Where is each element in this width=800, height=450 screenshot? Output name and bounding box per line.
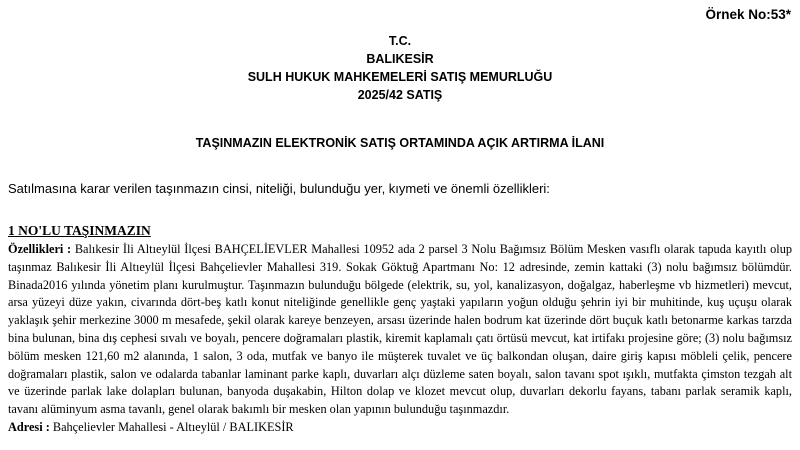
property-section: [8, 222, 792, 437]
header-line-tc: T.C.: [388, 34, 412, 48]
header-line-case-no: 2025/42 SATIŞ: [357, 88, 443, 102]
property-heading: 1 NO'LU TAŞINMAZIN: [8, 223, 151, 238]
features-text: Balıkesir İli Altıeylül İlçesi BAHÇELİEVLER Mahallesi 10952 ada 2 parsel 3 Nolu Bağımsız Bölüm Mesken vasıflı olarak tapuda kayıtlı olup taşınmaz Balıkesir İli Altıeylül İlçesi Bahçelievler Mahallesi 319. Sokak Göktuğ Apartmanı No: 12 adresinde, zemin kattaki (3) nolu bağımsız bölümdür. Binada2016 yılında yönetim planı kurulmuştur. Taşınmazın bulunduğu bölgede (elektrik, su, yol, kanalizasyon, doğalgaz, haberleşme vb hizmetleri) mevcut, arsa yüzeyi düze yakın, civarında dört-beş katlı konut niteliğinde genellikle genç yaştaki yapıların yoğun olduğu şehrin iyi bir muhitinde, kuş uçuşu olarak yaklaşık şehir merkezine 3000 m mesafede, şekil olarak kareye benzeyen, arsası üzerinde halen bodrum kat üzerinde dört buçuk katlı betonarme karkas tarzda bina bulunan, bina dış cephesi sıvalı ve boyalı, pencere doğramaları plastik, kiremit kaplamalı çatı örtüsü mevcut, kat irtifakı projesine göre; (3) nolu bağımsız bölüm mesken 121,60 m2 alanında, 1 salon, 3 oda, mutfak ve banyo ile müşterek tuvalet ve üç balkondan oluşan, daire giriş kapısı möbleli çelik, pencere doğramaları plastik, salon ve odalarda tabanlar laminant parke kaplı, duvarları alçı düzleme saten boyalı, salon tavanı spot ışıklı, mutfakta çimston tezgah alt ve üzerinde parlak lake dolapları bulunan, banyoda duşakabin, Hilton dolap ve klozet mevcut olup, duvarları dekorlu fayans, tabanı parlak seramik kaplı, tavanı alüminyum asma tavanlı, genel olarak bakımlı bir mesken olan yapının bulunduğu taşınmazdır.: [8, 242, 792, 417]
address-text: Bahçelievler Mahallesi - Altıeylül / BALIKESİR: [49, 419, 294, 434]
header-line-office: SULH HUKUK MAHKEMELERİ SATIŞ MEMURLUĞU: [247, 70, 553, 84]
sample-number: Örnek No:53*: [705, 7, 791, 22]
announcement-title: TAŞINMAZIN ELEKTRONİK SATIŞ ORTAMINDA AÇIK ARTIRMA İLANI: [195, 136, 605, 150]
header-line-city: BALIKESİR: [366, 52, 434, 66]
property-features: [8, 241, 792, 419]
intro-text: Satılmasına karar verilen taşınmazın cinsi, niteliği, bulunduğu yer, kıymeti ve önemli özellikleri:: [8, 181, 550, 196]
address-label: Adresi :: [8, 419, 50, 434]
property-address: [8, 419, 792, 437]
document-header: [0, 32, 800, 104]
features-label: Özellikleri :: [8, 242, 72, 256]
